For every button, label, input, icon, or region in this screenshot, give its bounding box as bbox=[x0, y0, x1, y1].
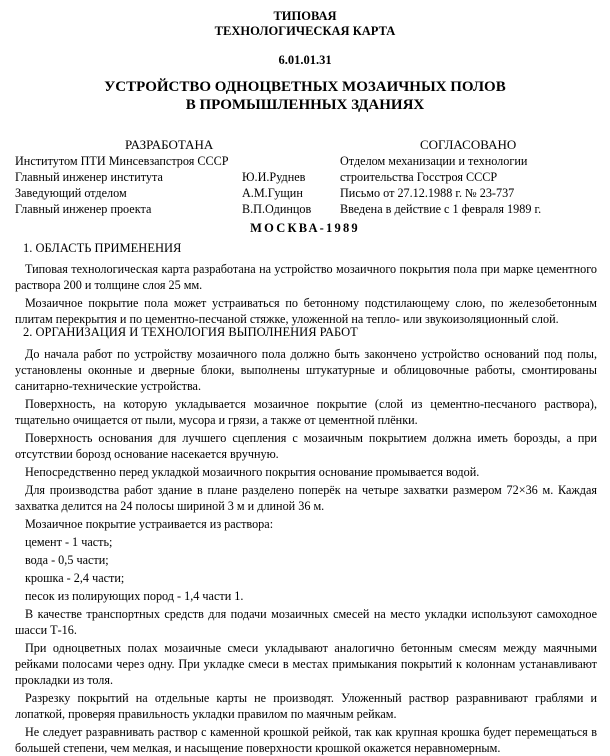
paragraph: Типовая технологическая карта разработана на устройство мозаичного покрытия пола при марке цементного раствора 200 и толщине слоя 25 мм. bbox=[15, 262, 597, 292]
paragraph: В качестве транспортных средств для подачи мозаичных смесей на место укладки используют самоходное шасси Т-16. bbox=[15, 607, 597, 637]
paragraph: Мозаичное покрытие устраивается из раствора: bbox=[25, 517, 274, 531]
effective-date: Введена в действие с 1 февраля 1989 г. bbox=[340, 202, 542, 216]
doc-type-line1: ТИПОВАЯ bbox=[273, 9, 337, 23]
doc-type bbox=[0, 9, 610, 39]
doc-title-line1: УСТРОЙСТВО ОДНОЦВЕТНЫХ МОЗАИЧНЫХ ПОЛОВ bbox=[104, 79, 506, 95]
section-heading: 1. ОБЛАСТЬ ПРИМЕНЕНИЯ bbox=[23, 241, 182, 255]
mix-proportion: песок из полирующих пород - 1,4 части 1. bbox=[25, 589, 244, 603]
signatory-role: Главный инженер проекта bbox=[15, 202, 152, 216]
approval-row bbox=[0, 201, 610, 217]
doc-code: 6.01.01.31 bbox=[278, 53, 332, 67]
doc-type-line2: ТЕХНОЛОГИЧЕСКАЯ КАРТА bbox=[214, 24, 396, 38]
mix-proportion: вода - 0,5 части; bbox=[25, 553, 109, 567]
mix-proportion: крошка - 2,4 части; bbox=[25, 571, 125, 585]
city-year: МОСКВА-1989 bbox=[250, 221, 360, 235]
doc-title-line2: В ПРОМЫШЛЕННЫХ ЗДАНИЯХ bbox=[185, 97, 425, 113]
signatory-role: Заведующий отделом bbox=[15, 186, 127, 200]
section-body bbox=[15, 261, 597, 327]
paragraph: При одноцветных полах мозаичные смеси укладывают аналогично бетонным смесям между маячными рейками полосами через одну. При укладке смеси в местах примыкания покрытий к колоннам устанавливают прокладки из толя. bbox=[15, 641, 597, 687]
approval-row bbox=[0, 169, 610, 185]
paragraph: Мозаичное покрытие пола может устраиваться по бетонному подстилающему слою, по железобетонным плитам перекрытия и по цементно-песчаной стяжке, уложенной на тепло- или звукоизоляционный слой. bbox=[15, 296, 597, 326]
signatory-name: В.П.Одинцов bbox=[242, 202, 312, 216]
agreed-org: Отделом механизации и технологии bbox=[340, 154, 528, 168]
paragraph: До начала работ по устройству мозаичного пола должно быть закончено устройство оснований под полы, установлены оконные и дверные блоки, выполнены штукатурные и облицовочные работы, смонтированы санитарно-технические устройства. bbox=[15, 347, 597, 393]
doc-title bbox=[0, 78, 610, 114]
paragraph: Поверхность основания для лучшего сцепления с мозаичным покрытием должна иметь борозды, а при отсутствии борозд основание насекается вручную. bbox=[15, 431, 597, 461]
agreed-org-cont: строительства Госстроя СССР bbox=[340, 170, 498, 184]
mix-proportion: цемент - 1 часть; bbox=[25, 535, 113, 549]
paragraph: Для производства работ здание в плане разделено поперёк на четыре захватки размером 72×36 м. Каждая захватка делится на 24 полосы шириной 3 м и длиной 36 м. bbox=[15, 483, 597, 513]
paragraph: Непосредственно перед укладкой мозаичного покрытия основание промывается водой. bbox=[25, 465, 480, 479]
developed-heading: РАЗРАБОТАНА bbox=[125, 137, 214, 152]
signatory-name: А.М.Гущин bbox=[242, 186, 303, 200]
signatory-name: Ю.И.Руднев bbox=[242, 170, 306, 184]
paragraph: Не следует разравнивать раствор с каменной крошкой рейкой, так как крупная крошка будет перемещаться в большей степени, чем мелкая, и насыщение поверхности крошкой окажется неравномерным. bbox=[15, 725, 597, 755]
section-body bbox=[15, 346, 597, 756]
approval-row bbox=[0, 153, 610, 169]
agreed-heading: СОГЛАСОВАНО bbox=[420, 137, 517, 152]
developer-org: Институтом ПТИ Минсевзапстроя СССР bbox=[15, 154, 229, 168]
signatory-role: Главный инженер института bbox=[15, 170, 163, 184]
paragraph: Поверхность, на которую укладывается мозаичное покрытие (слой из цементно-песчаного раствора), тщательно очищается от пыли, мусора и грязи, а также от цементной плёнки. bbox=[15, 397, 597, 427]
section-heading: 2. ОРГАНИЗАЦИЯ И ТЕХНОЛОГИЯ ВЫПОЛНЕНИЯ РАБОТ bbox=[23, 325, 358, 339]
paragraph: Разрезку покрытий на отдельные карты не производят. Уложенный раствор разравнивают граблями и лопаткой, проверяя правильность укладки правилом по маячным рейкам. bbox=[15, 691, 597, 721]
approval-row bbox=[0, 185, 610, 201]
letter-ref: Письмо от 27.12.1988 г. № 23-737 bbox=[340, 186, 515, 200]
